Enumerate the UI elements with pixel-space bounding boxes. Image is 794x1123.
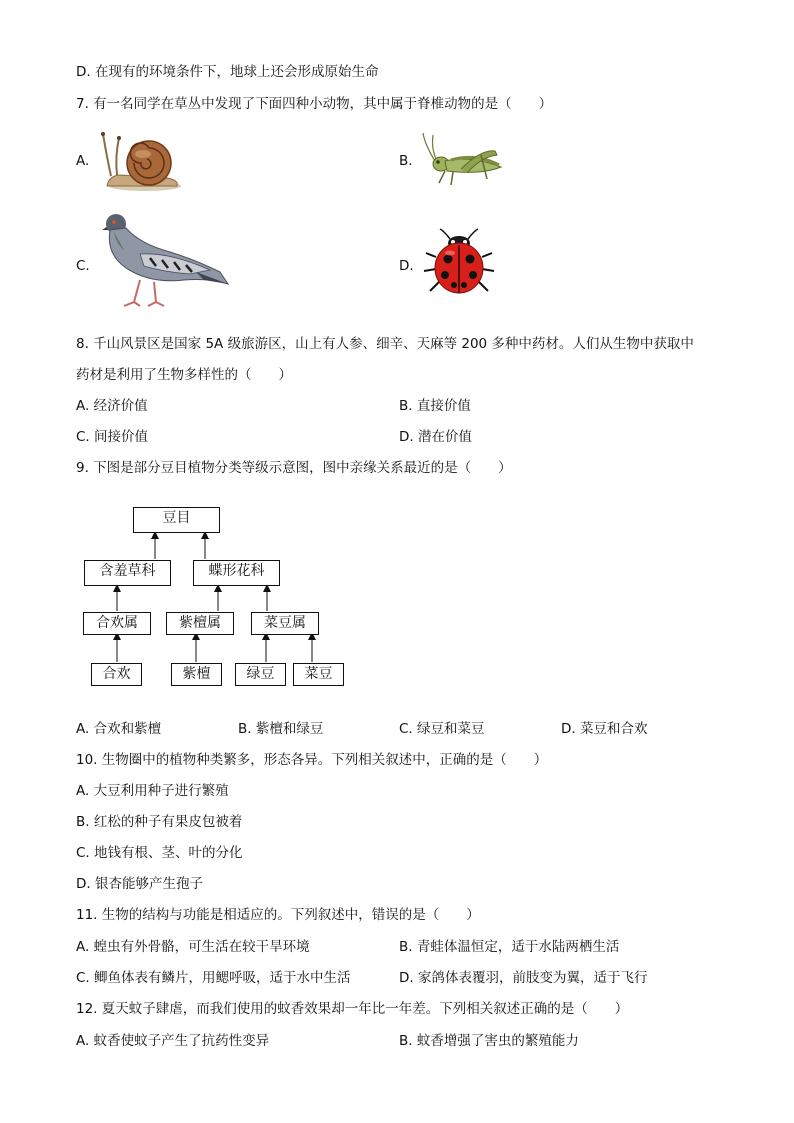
q7-stem: 7. 有一名同学在草丛中发现了下面四种小动物，其中属于脊椎动物的是（ ） — [76, 96, 553, 112]
q8-option-b: B. 直接价值 — [399, 398, 471, 414]
q12-option-a: A. 蚊香使蚊子产生了抗药性变异 — [76, 1033, 270, 1049]
q10-option-d: D. 银杏能够产生孢子 — [76, 876, 203, 892]
q7-option-c-label: C. — [76, 258, 90, 274]
q12-stem: 12. 夏天蚊子肆虐，而我们使用的蚊香效果却一年比一年差。下列相关叙述正确的是（ ） — [76, 1001, 629, 1017]
node-family-papilionaceae: 蝶形花科 — [193, 560, 280, 586]
q11-option-a: A. 蝗虫有外骨骼，可生活在较干旱环境 — [76, 939, 310, 955]
q9-option-d: D. 菜豆和合欢 — [561, 721, 648, 737]
q10-option-c: C. 地钱有根、茎、叶的分化 — [76, 845, 243, 861]
q8-stem-line2: 药材是利用了生物多样性的（ ） — [76, 367, 292, 383]
q9-stem: 9. 下图是部分豆目植物分类等级示意图，图中亲缘关系最近的是（ ） — [76, 460, 512, 476]
q9-option-c: C. 绿豆和菜豆 — [399, 721, 485, 737]
q11-option-b: B. 青蛙体温恒定，适于水陆两栖生活 — [399, 939, 620, 955]
node-species-kidney-bean: 菜豆 — [293, 663, 344, 686]
node-species-pterocarpus: 紫檀 — [171, 663, 222, 686]
q12-option-b: B. 蚊香增强了害虫的繁殖能力 — [399, 1033, 579, 1049]
q8-option-c: C. 间接价值 — [76, 429, 149, 445]
q9-option-b: B. 紫檀和绿豆 — [238, 721, 324, 737]
node-species-albizia: 合欢 — [91, 663, 142, 686]
node-species-mung-bean: 绿豆 — [235, 663, 286, 686]
q9-option-a: A. 合欢和紫檀 — [76, 721, 162, 737]
q10-option-a: A. 大豆利用种子进行繁殖 — [76, 783, 229, 799]
q7-option-d-label: D. — [399, 258, 414, 274]
q8-option-d: D. 潜在价值 — [399, 429, 472, 445]
q8-stem-line1: 8. 千山风景区是国家 5A 级旅游区，山上有人参、细辛、天麻等 200 多种中药材。人们从生物中获取中 — [76, 336, 694, 352]
node-genus-albizia: 合欢属 — [83, 612, 151, 635]
q8-option-a: A. 经济价值 — [76, 398, 148, 414]
q11-option-d: D. 家鸽体表覆羽，前肢变为翼，适于飞行 — [399, 970, 648, 986]
q11-option-c: C. 鲫鱼体表有鳞片，用鳃呼吸，适于水中生活 — [76, 970, 351, 986]
node-genus-pterocarpus: 紫檀属 — [166, 612, 234, 635]
q7-option-a-label: A. — [76, 153, 90, 169]
node-order: 豆目 — [133, 507, 220, 533]
q10-stem: 10. 生物圈中的植物种类繁多，形态各异。下列相关叙述中，正确的是（ ） — [76, 752, 548, 768]
q11-stem: 11. 生物的结构与功能是相适应的。下列叙述中，错误的是（ ） — [76, 907, 480, 923]
q6-option-d: D. 在现有的环境条件下，地球上还会形成原始生命 — [76, 64, 379, 80]
node-family-mimosaceae: 含羞草科 — [84, 560, 171, 586]
q7-option-b-label: B. — [399, 153, 413, 169]
q10-option-b: B. 红松的种子有果皮包被着 — [76, 814, 243, 830]
node-genus-phaseolus: 菜豆属 — [251, 612, 319, 635]
